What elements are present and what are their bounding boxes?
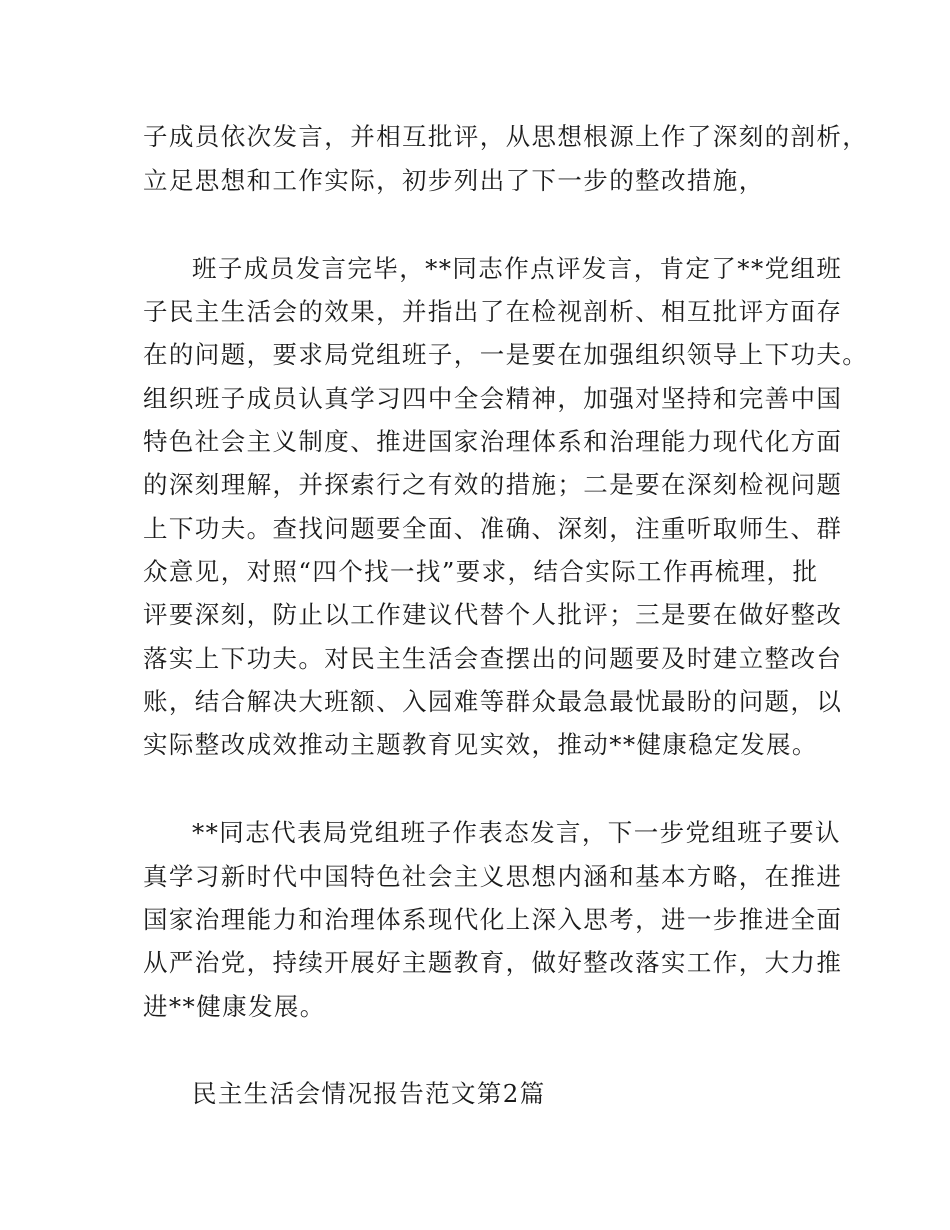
paragraph-line: 特色社会主义制度、推进国家治理体系和治理能力现代化方面 bbox=[143, 427, 843, 456]
paragraph-line: 真学习新时代中国特色社会主义思想内涵和基本方略，在推进 bbox=[143, 862, 843, 891]
paragraph-line: 落实上下功夫。对民主生活会查摆出的问题要及时建立整改台 bbox=[143, 644, 843, 673]
paragraph-line: 班子成员发言完毕，**同志作点评发言，肯定了**党组班 bbox=[192, 254, 843, 283]
paragraph-line: 众意见，对照“四个找一找”要求，结合实际工作再梳理，批 bbox=[143, 557, 819, 586]
paragraph-line: 从严治党，持续开展好主题教育，做好整改落实工作，大力推 bbox=[143, 948, 843, 977]
paragraph-line: 国家治理能力和治理体系现代化上深入思考，进一步推进全面 bbox=[143, 905, 843, 934]
paragraph-line: 子成员依次发言，并相互批评，从思想根源上作了深刻的剖析， bbox=[143, 122, 869, 151]
paragraph-line: **同志代表局党组班子作表态发言，下一步党组班子要认 bbox=[192, 818, 841, 847]
paragraph-line: 进**健康发展。 bbox=[143, 992, 326, 1021]
paragraph-line: 立足思想和工作实际，初步列出了下一步的整改措施， bbox=[143, 166, 765, 195]
paragraph-line: 上下功夫。查找问题要全面、准确、深刻，注重听取师生、群 bbox=[143, 514, 843, 543]
paragraph-line: 组织班子成员认真学习四中全会精神，加强对坚持和完善中国 bbox=[143, 384, 843, 413]
paragraph-line: 评要深刻，防止以工作建议代替个人批评；三是要在做好整改 bbox=[143, 600, 843, 629]
paragraph-line: 子民主生活会的效果，并指出了在检视剖析、相互批评方面存 bbox=[143, 297, 843, 326]
paragraph-line: 在的问题，要求局党组班子，一是要在加强组织领导上下功夫。 bbox=[143, 340, 869, 369]
section-heading: 民主生活会情况报告范文第2篇 bbox=[192, 1079, 546, 1108]
paragraph-line: 的深刻理解，并探索行之有效的措施；二是要在深刻检视问题 bbox=[143, 470, 843, 499]
paragraph-line: 账，结合解决大班额、入园难等群众最急最忧最盼的问题，以 bbox=[143, 687, 843, 716]
paragraph-line: 实际整改成效推动主题教育见实效，推动**健康稳定发展。 bbox=[143, 730, 818, 759]
